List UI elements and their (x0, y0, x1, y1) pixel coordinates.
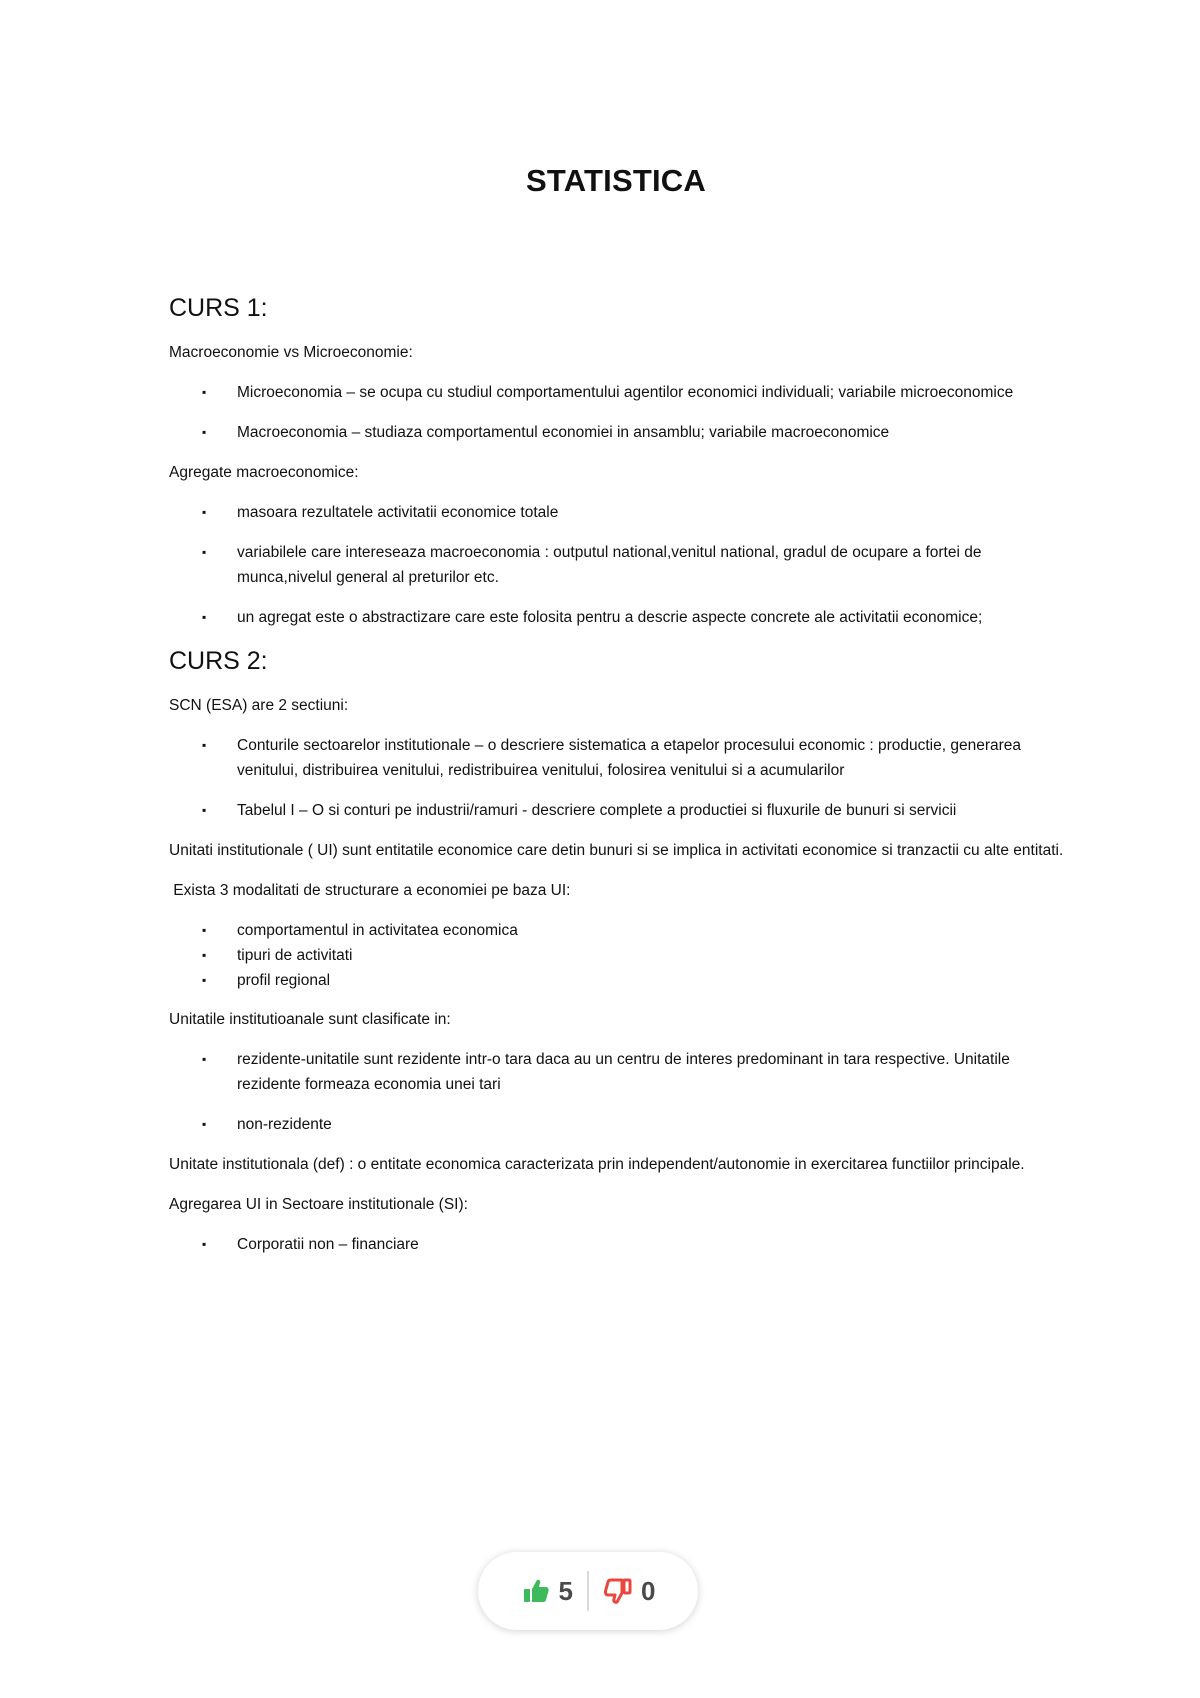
clasificate-bullet-list (169, 1047, 1069, 1137)
definition-paragraph: Unitate institutionala (def) : o entitate economica caracterizata prin independent/autonomie in exercitarea functiilor principale. (169, 1156, 1025, 1173)
vote-bar (478, 1552, 698, 1630)
exista-intro: Exista 3 modalitati de structurare a economiei pe baza UI: (169, 882, 571, 899)
agregarea-bullet-list (169, 1232, 1069, 1257)
document-title: STATISTICA (526, 163, 706, 198)
curs1-bullet-list (169, 380, 1069, 445)
curs2-heading: CURS 2: (169, 647, 268, 675)
exista-bullet-list (169, 918, 1069, 993)
list-item: ▪ tipuri de activitati (169, 943, 1069, 968)
list-item: ▪ Corporatii non – financiare (169, 1232, 1069, 1257)
list-item: ▪ variabilele care intereseaza macroeconomia : outputul national,venitul national, gradul de ocupare a fortei de munca,nivelul general al preturilor etc. (169, 540, 1069, 590)
list-item: ▪ rezidente-unitatile sunt rezidente intr-o tara daca au un centru de interes predominant in tara respective. Unitatile rezidente formeaza economia unei tari (169, 1047, 1069, 1097)
list-item: ▪ profil regional (169, 968, 1069, 993)
thumbs-down-icon (603, 1576, 633, 1606)
list-item: ▪ un agregat este o abstractizare care este folosita pentru a descrie aspecte concrete ale activitatii economice; (169, 605, 1069, 630)
upvote-count: 5 (558, 1575, 573, 1606)
upvote-button[interactable] (507, 1576, 587, 1607)
list-item: ▪ Tabelul I – O si conturi pe industrii/ramuri - descriere complete a productiei si fluxurile de bunuri si servicii (169, 798, 1069, 823)
document-body (169, 292, 1069, 1272)
clasificate-intro: Unitatile institutioanale sunt clasificate in: (169, 1011, 451, 1028)
thumbs-up-icon (521, 1576, 551, 1606)
list-item: ▪ Conturile sectoarelor institutionale – o descriere sistematica a etapelor procesului economic : productie, generarea venitului, distribuirea venitului, redistribuirea venitului, folosirea venitului si a acumularilor (169, 733, 1069, 783)
curs1-heading: CURS 1: (169, 294, 268, 322)
downvote-button[interactable] (589, 1576, 669, 1607)
list-item: ▪ Microeconomia – se ocupa cu studiul comportamentului agentilor economici individuali; variabile microeconomice (169, 380, 1069, 405)
agregate-intro: Agregate macroeconomice: (169, 464, 359, 481)
agregate-bullet-list (169, 500, 1069, 630)
agregarea-intro: Agregarea UI in Sectoare institutionale (SI): (169, 1196, 468, 1213)
curs1-intro: Macroeconomie vs Microeconomie: (169, 344, 413, 361)
downvote-count: 0 (641, 1575, 656, 1606)
ui-paragraph: Unitati institutionale ( UI) sunt entitatile economice care detin bunuri si se implica in activitati economice si tranzactii cu alte entitati. (169, 842, 1064, 859)
list-item: ▪ non-rezidente (169, 1112, 1069, 1137)
list-item: ▪ Macroeconomia – studiaza comportamentul economiei in ansamblu; variabile macroeconomice (169, 420, 1069, 445)
list-item: ▪ masoara rezultatele activitatii economice totale (169, 500, 1069, 525)
scn-intro: SCN (ESA) are 2 sectiuni: (169, 697, 349, 714)
scn-bullet-list (169, 733, 1069, 823)
list-item: ▪ comportamentul in activitatea economica (169, 918, 1069, 943)
